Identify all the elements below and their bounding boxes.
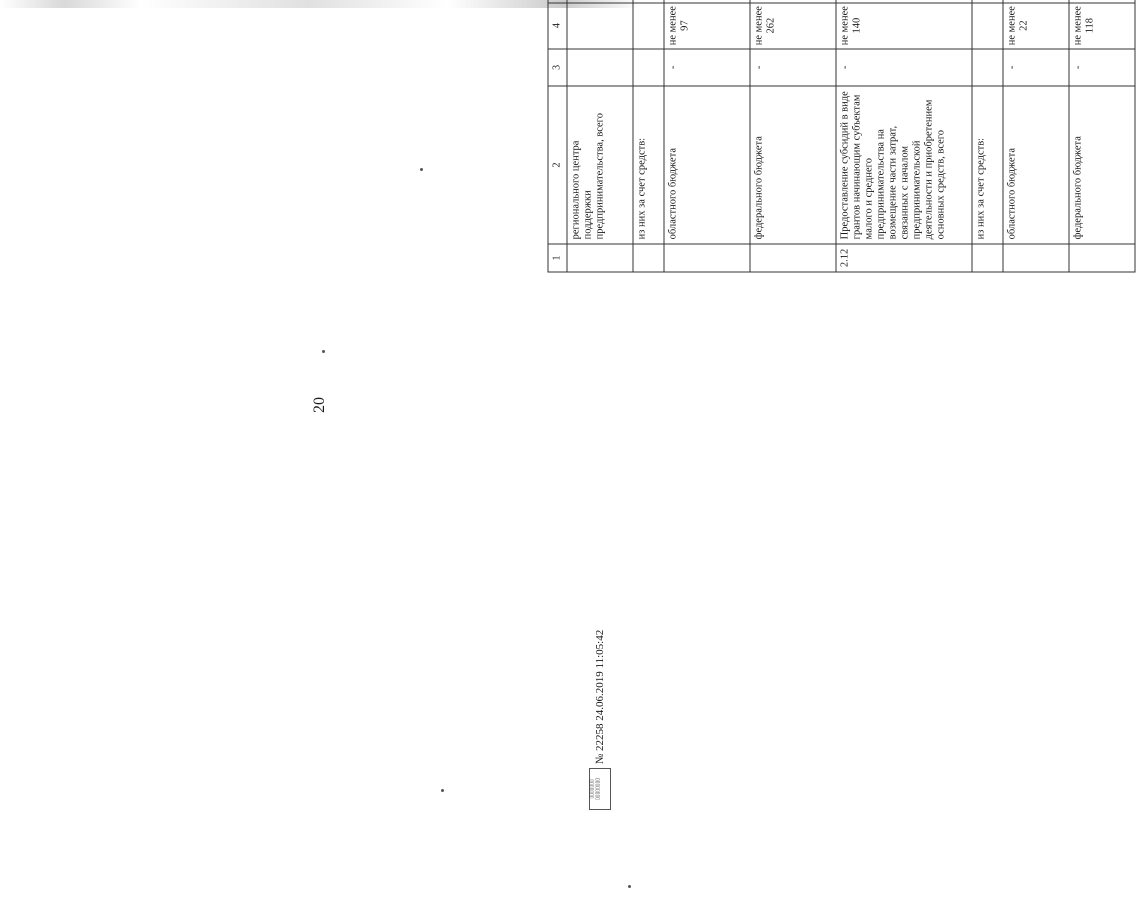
value-cell: -	[1003, 49, 1069, 86]
header-row	[548, 0, 567, 272]
value-cell	[972, 49, 1003, 86]
row-number-cell	[972, 244, 1003, 272]
table-row	[633, 0, 664, 272]
value-cell	[567, 49, 633, 86]
value-cell	[664, 0, 750, 3]
value-cell	[972, 0, 1003, 3]
table-row	[1003, 0, 1069, 272]
header-cell: 3	[548, 49, 567, 86]
registration-number: № 22258 24.06.2019 11:05:42	[594, 629, 606, 765]
value-cell: -	[836, 49, 972, 86]
value-cell: -	[664, 49, 750, 86]
value-cell: не менее 97	[664, 3, 750, 49]
row-number-cell	[1003, 244, 1069, 272]
table-row	[567, 0, 633, 272]
value-cell	[567, 0, 633, 3]
row-number-cell	[1069, 244, 1135, 272]
header-cell: 1	[548, 244, 567, 272]
value-cell: -	[1069, 49, 1135, 86]
row-name-cell: регионального центра поддержки предпринимательства, всего	[567, 86, 633, 244]
value-cell	[1069, 0, 1135, 3]
value-cell	[972, 3, 1003, 49]
scan-speck	[628, 885, 631, 888]
row-number-cell	[633, 244, 664, 272]
header-cell: 2	[548, 86, 567, 244]
page-number: 20	[311, 397, 328, 413]
rotated-table-wrapper	[548, 0, 1096, 273]
scan-speck	[441, 789, 444, 792]
value-cell	[1003, 0, 1069, 3]
value-cell: не менее 22	[1003, 3, 1069, 49]
table-row	[664, 0, 750, 272]
table-row	[836, 0, 972, 272]
registration-stamp: ▯▯▯▯▯▯▯ ▯▯▯▯▯▯▯▯	[589, 768, 611, 810]
value-cell	[567, 3, 633, 49]
value-cell	[836, 0, 972, 3]
value-cell: -	[750, 49, 836, 86]
row-number-cell: 2.12	[836, 244, 972, 272]
row-number-cell	[567, 244, 633, 272]
table-row	[972, 0, 1003, 272]
value-cell	[750, 0, 836, 3]
value-cell: не менее 140	[836, 3, 972, 49]
value-cell	[633, 3, 664, 49]
row-name-cell: областного бюджета	[664, 86, 750, 244]
row-name-cell: федерального бюджета	[750, 86, 836, 244]
value-cell: не менее 118	[1069, 3, 1135, 49]
indicators-table	[548, 0, 1136, 273]
row-name-cell: из них за счет средств:	[972, 86, 1003, 244]
scan-speck	[322, 350, 325, 353]
row-number-cell	[750, 244, 836, 272]
value-cell	[633, 49, 664, 86]
row-number-cell	[664, 244, 750, 272]
value-cell	[633, 0, 664, 3]
value-cell: не менее 262	[750, 3, 836, 49]
header-cell	[548, 0, 567, 3]
table-body	[548, 0, 1135, 272]
row-name-cell: областного бюджета	[1003, 86, 1069, 244]
scan-speck	[420, 168, 423, 171]
scan-edge	[0, 0, 640, 8]
header-cell: 4	[548, 3, 567, 49]
row-name-cell: из них за счет средств:	[633, 86, 664, 244]
table-row	[1069, 0, 1135, 272]
row-name-cell: Предоставление субсидий в виде грантов начинающим субъектам малого и среднего предпринимательства на возмещение части затрат, связанных с началом предпринимательской деятельности и приобретением основных средств, всего	[836, 86, 972, 244]
table-row	[750, 0, 836, 272]
row-name-cell: федерального бюджета	[1069, 86, 1135, 244]
